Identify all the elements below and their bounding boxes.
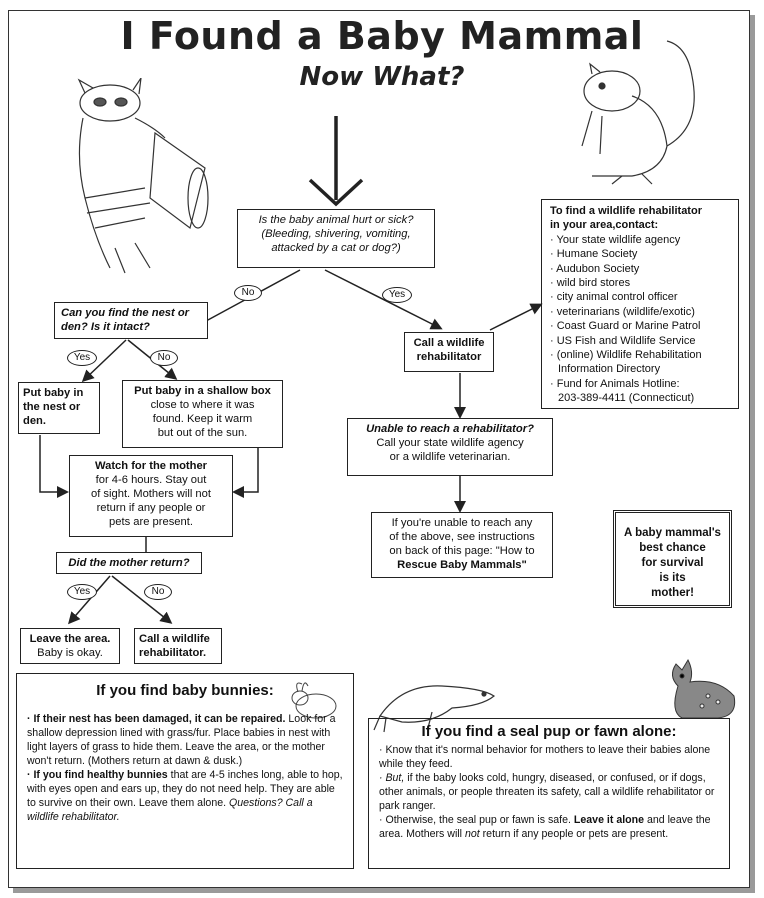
contact-item: Information Directory [558, 363, 661, 376]
put-box-box [122, 380, 283, 448]
put-box-line2: close to where it was [150, 399, 255, 411]
seal-p3-start: · Otherwise, the seal pup or fawn is safe. [379, 814, 571, 826]
contact-item: · Your state wildlife agency [550, 233, 681, 246]
contact-item: · city animal control officer [550, 291, 678, 304]
watch-line5: pets are present. [109, 516, 193, 528]
instructions-line4: Rescue Baby Mammals" [397, 559, 527, 571]
seal-p3-mid: and leave the area. Mothers will [379, 814, 711, 840]
put-box-line1: Put baby in a shallow box [134, 385, 271, 397]
quote-line5: mother! [651, 587, 694, 599]
no-label-2: No [150, 350, 178, 366]
put-nest-box [18, 382, 100, 434]
unable-line1: Unable to reach a rehabilitator? [366, 423, 534, 435]
watch-box [69, 455, 233, 537]
seal-paragraph-3 [379, 813, 719, 841]
call-small-line2: rehabilitator. [139, 647, 207, 659]
contact-list-box [541, 199, 739, 409]
page-subtitle: Now What? [299, 62, 465, 92]
instructions-box [371, 512, 553, 578]
watch-line1: Watch for the mother [94, 460, 208, 472]
call-rehab-box [404, 332, 494, 372]
watch-line2: for 4-6 hours. Stay out [95, 474, 207, 486]
call-rehab-line1: Call a wildlife [413, 337, 485, 349]
seal-heading: If you find a seal pup or fawn alone: [421, 723, 677, 740]
contact-item: 203-389-4411 (Connecticut) [558, 392, 695, 405]
seal-p3-bold: Leave it alone [573, 814, 644, 826]
page-title: I Found a Baby Mammal [120, 14, 644, 58]
put-box-line3: found. Keep it warm [152, 413, 253, 425]
bunnies-p2-ital: Questions? Call a wildlife rehabilitator. [27, 797, 313, 823]
instructions-line1: If you're unable to reach any [391, 517, 533, 529]
call-small-line1: Call a wildlife [139, 633, 210, 645]
seal-paragraph-1: · Know that it's normal behavior for mothers to leave their babies alone while they feed. [379, 744, 711, 770]
survival-quote-box [613, 510, 732, 608]
unable-line2: Call your state wildlife agency [376, 437, 524, 449]
q-nest-line2: den? Is it intact? [61, 321, 150, 333]
unable-box [347, 418, 553, 476]
contact-item: · Fund for Animals Hotline: [550, 377, 680, 390]
contact-item: · (online) Wildlife Rehabilitation [550, 349, 702, 362]
call-rehab-small-box [134, 628, 222, 664]
q-mother-box: Did the mother return? [56, 552, 202, 574]
yes-label-3: Yes [67, 584, 97, 600]
bunnies-heading: If you find baby bunnies: [96, 682, 274, 699]
quote-line3: for survival [641, 557, 704, 569]
bunnies-paragraph-2 [27, 768, 343, 824]
unable-line3: or a wildlife veterinarian. [389, 451, 511, 463]
leave-area-box [20, 628, 120, 664]
bunnies-p1-text: Look for a shallow depression lined with grass/fur. Place babies in nest with light layers of grass to hide them. Leave the area, or the mother won't return. (Mothers return at dawn & dusk.) [27, 713, 336, 767]
no-label-3: No [144, 584, 172, 600]
seal-p2-text: if the baby looks cold, hungry, diseased, or confused, or if dogs, other animals, or people threaten its safety, call a wildlife rehabilitator or park ranger. [379, 772, 715, 812]
contact-header-2: in your area,contact: [550, 219, 659, 232]
quote-line1: A baby mammal's [624, 527, 721, 539]
watch-line3: of sight. Mothers will not [90, 488, 211, 500]
leave-line1: Leave the area. [29, 633, 111, 645]
yes-label-2: Yes [67, 350, 97, 366]
instructions-line2: of the above, see instructions [389, 531, 535, 543]
no-label-1: No [234, 285, 262, 301]
contact-item: · wild bird stores [550, 277, 631, 290]
seal-p3-end: return if any people or pets are present. [482, 828, 669, 840]
bunnies-box [16, 673, 354, 869]
quote-line4: is its [659, 572, 686, 584]
bunnies-paragraph-1 [27, 712, 343, 768]
seal-p2-ital: · But, [379, 772, 405, 784]
contact-item: · Coast Guard or Marine Patrol [550, 320, 701, 333]
bunnies-p1-bold: · If their nest has been damaged, it can be repaired. [27, 713, 286, 725]
seal-p3-not: not [464, 828, 480, 840]
q-hurt-line2: (Bleeding, shivering, vomiting, [261, 228, 411, 240]
put-nest-line1: Put baby in [23, 387, 84, 399]
contact-header-1: To find a wildlife rehabilitator [550, 205, 702, 217]
q-nest-box [54, 302, 208, 339]
contact-item: · Audubon Society [550, 262, 640, 275]
q-nest-line1: Can you find the nest or [61, 307, 190, 319]
put-nest-line3: den. [23, 415, 46, 427]
seal-fawn-box [368, 718, 730, 869]
q-hurt-line1: Is the baby animal hurt or sick? [258, 214, 414, 226]
contact-item: · veterinarians (wildlife/exotic) [550, 305, 695, 318]
instructions-line3: on back of this page: "How to [389, 545, 535, 557]
q-hurt-line3: attacked by a cat or dog?) [271, 242, 401, 254]
leave-line2: Baby is okay. [37, 647, 103, 659]
put-nest-line2: the nest or [23, 401, 81, 413]
q-hurt-box [237, 209, 435, 268]
call-rehab-line2: rehabilitator [416, 351, 482, 363]
contact-item: · Humane Society [550, 248, 638, 261]
quote-line2: best chance [639, 542, 706, 554]
yes-label-1: Yes [382, 287, 412, 303]
contact-item: · US Fish and Wildlife Service [550, 334, 696, 347]
bunnies-p2-bold: · If you find healthy bunnies [27, 769, 168, 781]
bunnies-p2-text: that are 4-5 inches long, able to hop, with eyes open and ears up, they do not need help. They are able to survive on their own. Leave them alone. [27, 769, 343, 809]
watch-line4: return if any people or [96, 502, 206, 514]
put-box-line4: but out of the sun. [157, 427, 248, 439]
seal-paragraph-2 [379, 771, 719, 813]
